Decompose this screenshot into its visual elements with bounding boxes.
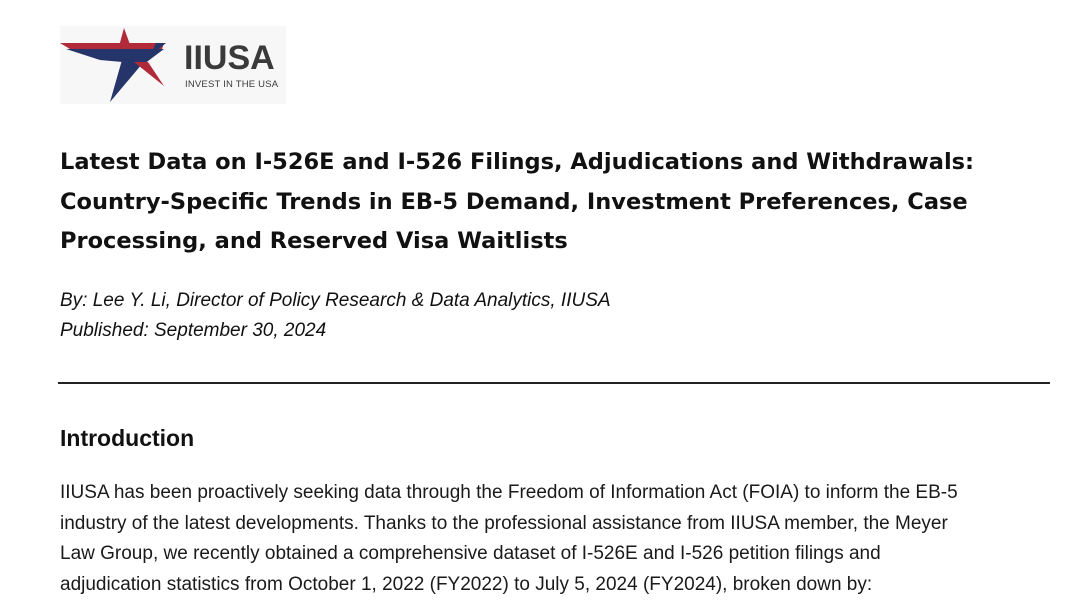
article-meta <box>60 286 611 346</box>
paragraph-line: Law Group, we recently obtained a comprehensive dataset of I-526E and I-526 petition filings and <box>60 543 881 564</box>
title-line: Processing, and Reserved Visa Waitlists <box>60 228 568 254</box>
logo-tagline: INVEST IN THE USA <box>185 79 279 90</box>
introduction-paragraph <box>60 478 1060 600</box>
logo-wordmark: IIUSA <box>184 39 275 77</box>
article-title <box>60 143 1020 262</box>
section-divider <box>58 382 1050 384</box>
author-byline: By: Lee Y. Li, Director of Policy Research & Data Analytics, IIUSA <box>60 290 611 311</box>
paragraph-line: IIUSA has been proactively seeking data through the Freedom of Information Act (FOIA) to inform the EB-5 <box>60 482 958 503</box>
title-line: Latest Data on I-526E and I-526 Filings, Adjudications and Withdrawals: <box>60 149 975 175</box>
star-swoosh-icon <box>60 26 184 104</box>
title-line: Country-Specific Trends in EB-5 Demand, Investment Preferences, Case <box>60 188 968 215</box>
introduction-heading: Introduction <box>60 425 195 451</box>
iiusa-logo <box>60 26 286 104</box>
paragraph-line: industry of the latest developments. Thanks to the professional assistance from IIUSA member, the Meyer <box>60 512 948 534</box>
paragraph-line: adjudication statistics from October 1, 2022 (FY2022) to July 5, 2024 (FY2024), broken down by: <box>60 573 873 595</box>
publish-date: Published: September 30, 2024 <box>60 320 327 341</box>
